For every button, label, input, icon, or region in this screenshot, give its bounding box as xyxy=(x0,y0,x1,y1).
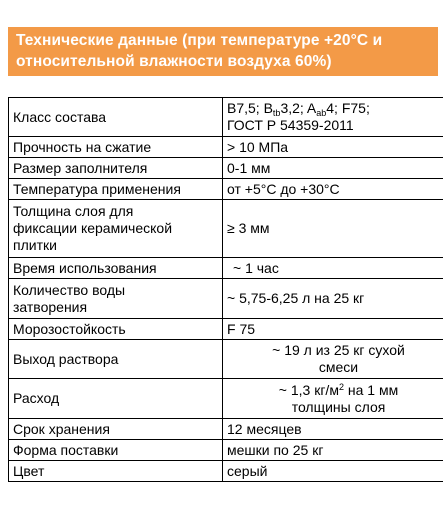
row-label: Цвет xyxy=(9,461,223,482)
row-label: Прочность на сжатие xyxy=(9,137,223,158)
table-row xyxy=(9,419,443,440)
row-value: B7,5; $B_{tb}3,2$; $A_{ab}4$; F75; ГОСТ Р 54359-2011 xyxy=(223,98,443,137)
row-label: Срок хранения xyxy=(9,419,223,440)
row-label: Температура применения xyxy=(9,179,223,200)
row-value: ~ 1 час xyxy=(223,258,443,279)
row-value: от +5°С до +30°С xyxy=(223,179,443,200)
row-value: ~ 5,75-6,25 л на 25 кг xyxy=(223,279,443,319)
row-value: мешки по 25 кг xyxy=(223,440,443,461)
table-row xyxy=(9,179,443,200)
table-row xyxy=(9,98,443,137)
row-label: Расход xyxy=(9,379,223,419)
table-row xyxy=(9,200,443,258)
row-label: Выход раствора xyxy=(9,340,223,379)
table-row xyxy=(9,319,443,340)
header-line-2: относительной влажности воздуха 60%) xyxy=(16,53,332,70)
row-label: Класс состава xyxy=(9,98,223,137)
row-value: серый xyxy=(223,461,443,482)
table-row xyxy=(9,137,443,158)
header-line-1: Технические данные (при температуре +20°С и xyxy=(16,32,383,49)
table-row xyxy=(9,440,443,461)
row-label: Время использования xyxy=(9,258,223,279)
row-label: Форма поставки xyxy=(9,440,223,461)
table-row xyxy=(9,340,443,379)
table-row xyxy=(9,158,443,179)
row-label: Количество воды затворения xyxy=(9,279,223,319)
row-value: ≥ 3 мм xyxy=(223,200,443,258)
row-value: ~ 1,3 $кг/м^2$ на 1 мм толщины слоя xyxy=(223,379,443,419)
row-value: 0-1 мм xyxy=(223,158,443,179)
row-value: ~ 19 л из 25 кг сухой смеси xyxy=(223,340,443,379)
row-label: Толщина слоя для фиксации керамической плитки xyxy=(9,200,223,258)
table-row xyxy=(9,279,443,319)
table-row xyxy=(9,379,443,419)
row-value: > 10 МПа xyxy=(223,137,443,158)
row-value: F 75 xyxy=(223,319,443,340)
row-value: 12 месяцев xyxy=(223,419,443,440)
table-row xyxy=(9,258,443,279)
row-label: Морозостойкость xyxy=(9,319,223,340)
section-header-banner xyxy=(8,27,438,76)
row-label: Размер заполнителя xyxy=(9,158,223,179)
specs-table xyxy=(8,97,443,482)
table-row xyxy=(9,461,443,482)
